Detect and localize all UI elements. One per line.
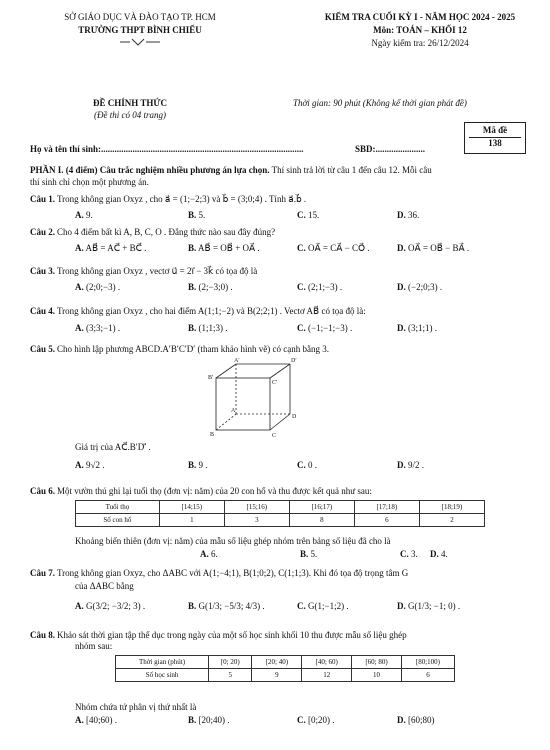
- option-d[interactable]: D. (3;1;1) .: [397, 323, 437, 333]
- part1-heading: [30, 165, 432, 176]
- option-a[interactable]: A. G(3/2; −3/2; 3) .: [75, 601, 146, 611]
- table-cell: 12: [302, 669, 352, 682]
- question-text: Trong không gian Oxyz , cho hai điểm A(1;1;−2) và B(2;2;1) . Vectơ AB⃗ có tọa độ là:: [57, 306, 366, 316]
- table-row: [76, 501, 485, 514]
- option-a[interactable]: A. 9√2 .: [75, 460, 105, 470]
- option-b[interactable]: B. 9 .: [188, 460, 208, 470]
- question-label: Câu 6.: [30, 486, 56, 496]
- option-d[interactable]: D. G(1/3; −1; 0) .: [397, 601, 461, 611]
- ornament-icon: [118, 38, 162, 49]
- exam-code-box: [464, 122, 526, 154]
- option-a[interactable]: A. 6.: [200, 549, 218, 559]
- option-c[interactable]: C. (−1;−1;−3) .: [297, 323, 353, 333]
- exam-subject: Môn: TOÁN – KHỐI 12: [373, 25, 467, 35]
- option-b[interactable]: B. AB⃗ = OB⃗ + OA⃗ .: [188, 243, 260, 253]
- table-cell: 1: [159, 514, 224, 527]
- option-d[interactable]: D. (−2;0;3) .: [397, 282, 443, 292]
- option-b[interactable]: B. (1;1;3) .: [188, 323, 228, 333]
- question-subtext: của ΔABC bằng: [75, 581, 134, 591]
- question-label: Câu 3.: [30, 266, 56, 276]
- question-subtext: Khoảng biến thiên (đơn vị: năm) của mẫu số liệu ghép nhóm trên bảng số liệu đã cho là: [75, 536, 391, 546]
- official-label: ĐỀ CHÍNH THỨC: [92, 98, 167, 108]
- exam-code-label: Mã đề: [482, 125, 508, 135]
- option-c[interactable]: C. 3.: [400, 549, 418, 559]
- exam-title: KIỂM TRA CUỐI KỲ I - NĂM HỌC 2024 - 2025: [324, 12, 516, 22]
- table-cell: 10: [352, 669, 402, 682]
- school-name: TRƯỜNG THPT BÌNH CHIỂU: [78, 25, 202, 35]
- table-cell: [60; 80): [352, 656, 402, 669]
- cube-label-b: B: [210, 432, 215, 438]
- question-text: Trong không gian Oxyz , vectơ u⃗ = 2i⃗ − 3k⃗ có tọa độ là: [57, 266, 258, 276]
- table-cell: [14;15): [159, 501, 224, 514]
- question-label: Câu 7.: [30, 568, 56, 578]
- exercise-time-table: [115, 655, 455, 682]
- option-c[interactable]: C. 15.: [297, 210, 320, 220]
- question-text: Trong không gian Oxyz, cho ΔABC với A(1;−4;1), B(1;0;2), C(1;1;3). Khi đó tọa độ trọng tâm G: [57, 568, 409, 578]
- cube-figure: [198, 356, 308, 441]
- candidate-name-line: Họ và tên thí sinh:..........................................................................................: [30, 144, 304, 154]
- option-c[interactable]: C. OA⃗ = CA⃗ − CO⃗ .: [297, 243, 370, 253]
- question-label: Câu 1.: [30, 194, 56, 204]
- question-label: Câu 2.: [30, 227, 56, 237]
- table-cell: 5: [209, 669, 252, 682]
- option-d[interactable]: D. [60;80): [397, 715, 435, 725]
- table-cell: 6: [401, 669, 454, 682]
- option-b[interactable]: B. [20;40) .: [188, 715, 230, 725]
- question-text: Cho 4 điểm bất kì A, B, C, O . Đẳng thức nào sau đây đúng?: [57, 227, 276, 237]
- table-cell: [18;19): [419, 501, 484, 514]
- part1-title: PHẦN I. (4 điểm) Câu trắc nghiệm nhiều phương án lựa chọn.: [30, 165, 270, 175]
- question-text: Cho hình lập phương ABCD.A′B′C′D′ (tham khảo hình vẽ) có cạnh bằng 3.: [57, 344, 329, 354]
- exam-duration: Thời gian: 90 phút (Không kể thời gian phát đề): [293, 98, 467, 108]
- option-d[interactable]: D. OA⃗ = OB⃗ − BA⃗ .: [397, 243, 470, 253]
- cube-label-d-prime: D′: [291, 358, 297, 364]
- cube-label-a-prime: A′: [234, 358, 240, 364]
- table-cell: 3: [224, 514, 289, 527]
- cube-label-b-prime: B′: [208, 375, 214, 381]
- option-b[interactable]: B. (2;−3;0) .: [188, 282, 233, 292]
- option-a[interactable]: A. 9.: [75, 210, 93, 220]
- table-cell: 9: [252, 669, 302, 682]
- table-cell: Tuổi thọ: [76, 501, 160, 514]
- table-cell: Số con hổ: [76, 514, 160, 527]
- table-cell: Thời gian (phút): [116, 656, 209, 669]
- table-cell: [15;16): [224, 501, 289, 514]
- option-c[interactable]: C. G(1;−1;2) .: [297, 601, 349, 611]
- option-a[interactable]: A. [40;60) .: [75, 715, 117, 725]
- part1-desc: Thí sinh trả lời từ câu 1 đến câu 12. Mỗi câu: [269, 165, 432, 175]
- table-cell: [40; 60): [302, 656, 352, 669]
- table-cell: 8: [289, 514, 354, 527]
- table-cell: [80;100): [401, 656, 454, 669]
- option-d[interactable]: D. 36.: [397, 210, 420, 220]
- cube-label-c-prime: C′: [272, 380, 278, 386]
- table-cell: [20; 40): [252, 656, 302, 669]
- department-name: SỞ GIÁO DỤC VÀ ĐÀO TẠO TP. HCM: [64, 12, 216, 22]
- option-b[interactable]: B. G(1/3; −5/3; 4/3) .: [188, 601, 265, 611]
- table-cell: [17;18): [354, 501, 419, 514]
- question-label: Câu 8.: [30, 630, 56, 640]
- option-b[interactable]: B. 5.: [188, 210, 206, 220]
- option-b[interactable]: B. 5.: [300, 549, 318, 559]
- cube-label-d: D: [292, 414, 297, 420]
- question-subtext: Nhóm chứa tứ phân vị thứ nhất là: [75, 702, 197, 712]
- table-cell: 6: [354, 514, 419, 527]
- page-count: (Đề thi có 04 trang): [94, 110, 166, 120]
- part1-desc-line2: thí sinh chỉ chọn một phương án.: [30, 177, 149, 187]
- option-d[interactable]: D. 9/2 .: [397, 460, 425, 470]
- question-label: Câu 5.: [30, 344, 56, 354]
- table-cell: Số học sinh: [116, 669, 209, 682]
- question-text: Một vườn thú ghi lại tuổi thọ (đơn vị: năm) của 20 con hổ và thu được kết quả như sau:: [57, 486, 372, 496]
- table-cell: [16;17): [289, 501, 354, 514]
- lifespan-table: [75, 500, 485, 527]
- option-d[interactable]: D. 4.: [430, 549, 448, 559]
- exam-date: Ngày kiểm tra: 26/12/2024: [371, 38, 469, 48]
- option-a[interactable]: A. (2;0;−3) .: [75, 282, 121, 292]
- table-row: [116, 656, 455, 669]
- option-c[interactable]: C. [0;20) .: [297, 715, 335, 725]
- question-text: Trong không gian Oxyz , cho a⃗ = (1;−2;3) và b⃗ = (3;0;4) . Tính a⃗.b⃗ .: [57, 194, 307, 204]
- question-text: Khảo sát thời gian tập thể dục trong ngày của một số học sinh khối 10 thu được mẫu số liệu ghép: [57, 630, 407, 640]
- exam-code-value: 138: [488, 138, 502, 149]
- table-cell: [0; 20): [209, 656, 252, 669]
- table-row: [116, 669, 455, 682]
- cube-label-c: C: [272, 433, 277, 438]
- question-subtext: Giá trị của AC⃗.B′D′⃗ .: [75, 442, 151, 452]
- option-a[interactable]: A. (3;3;−1) .: [75, 323, 121, 333]
- question-text-line2: nhóm sau:: [75, 641, 113, 651]
- table-cell: 2: [419, 514, 484, 527]
- candidate-sbd-line: SBD:......................: [355, 144, 426, 154]
- option-c[interactable]: C. 0 .: [297, 460, 317, 470]
- option-c[interactable]: C. (2;1;−3) .: [297, 282, 343, 292]
- cube-label-a: A: [231, 408, 236, 414]
- table-row: [76, 514, 485, 527]
- option-a[interactable]: A. AB⃗ = AC⃗ + BC⃗ .: [75, 243, 147, 253]
- question-label: Câu 4.: [30, 306, 56, 316]
